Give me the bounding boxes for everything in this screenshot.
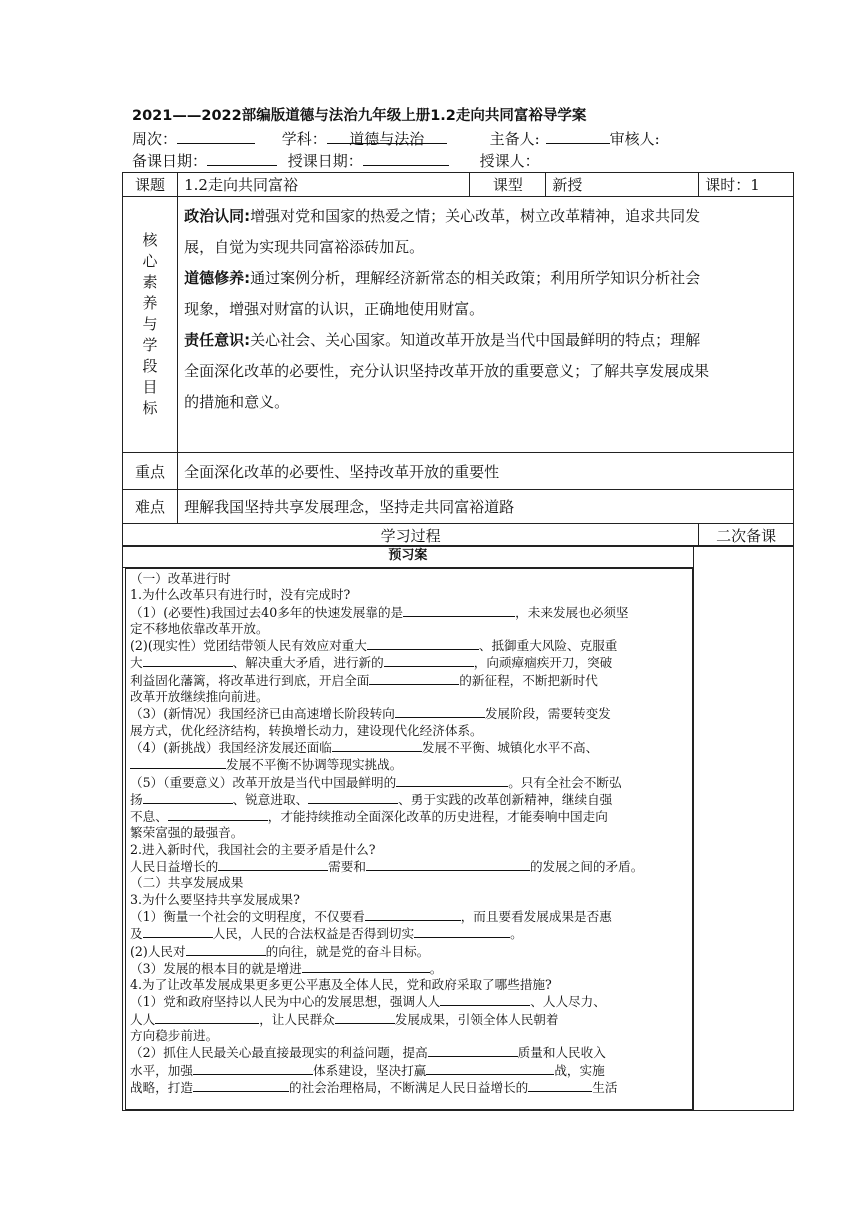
preview-text: 2.进入新时代，我国社会的主要矛盾是什么? — [130, 841, 376, 857]
answer-blank[interactable] — [193, 1062, 313, 1075]
teacher-label: 授课人： — [479, 152, 540, 170]
preview-body — [125, 568, 693, 1110]
answer-blank[interactable] — [193, 1079, 289, 1092]
goals-row — [123, 197, 794, 453]
preview-text: 4.为了让改革发展成果更多更公平惠及全体人民，党和政府采取了哪些措施? — [130, 977, 552, 993]
answer-blank[interactable] — [426, 1062, 554, 1075]
preview-text: （1）(必要性)我国过去40多年的快速发展靠的是 — [130, 604, 404, 620]
preview-text: 生活 — [592, 1079, 618, 1095]
preview-text: 、勇于实践的改革创新精神，继续自强 — [398, 791, 613, 807]
preview-line — [130, 925, 686, 942]
goal-moral: 道德修养:通过案例分析，理解经济新常态的相关政策；利用所学知识分析社会 — [184, 269, 701, 287]
preview-text: 展方式，优化经济结构，转换增长动力，建设现代化经济体系。 — [130, 722, 483, 738]
answer-blank[interactable] — [395, 705, 485, 718]
preview-text: 质量和人民收入 — [517, 1045, 606, 1061]
preview-line — [130, 774, 686, 791]
preview-text: ，而且要看发展成果是否惠 — [460, 908, 612, 924]
key-point-label: 重点 — [123, 453, 178, 490]
preview-text: 发展成果，引领全体人民朝着 — [394, 1011, 559, 1027]
answer-blank[interactable] — [308, 791, 398, 804]
meta-row-1 — [132, 128, 660, 149]
preview-text: 。 — [510, 926, 523, 942]
preview-text: 的向往，就是党的奋斗目标。 — [265, 943, 430, 959]
week-blank — [177, 128, 255, 144]
preview-text: （5）（重要意义）改革开放是当代中国最鲜明的 — [130, 774, 397, 790]
preview-line — [130, 1028, 686, 1044]
week-label: 周次： — [132, 130, 178, 148]
preview-line — [130, 756, 686, 773]
preview-line — [130, 689, 686, 705]
preview-line — [130, 908, 686, 925]
answer-blank[interactable] — [155, 1011, 259, 1024]
preview-line — [130, 723, 686, 739]
preview-text: （二）共享发展成果 — [130, 875, 244, 891]
process-label: 学习过程 — [123, 524, 699, 547]
answer-blank[interactable] — [414, 925, 510, 938]
preview-line — [130, 672, 686, 689]
answer-blank[interactable] — [143, 925, 213, 938]
preview-text: （4）(新挑战）我国经济发展还面临 — [130, 739, 332, 755]
preview-text: 的社会治理格局，不断满足人民日益增长的 — [288, 1079, 529, 1095]
preview-text: 3.为什么要坚持共享发展成果? — [130, 891, 300, 907]
reviewer-label: 审核人: — [609, 130, 660, 148]
process-header-row — [123, 524, 794, 547]
preview-line — [130, 977, 686, 993]
preview-text: （3）(新情况）我国经济已由高速增长阶段转向 — [130, 706, 395, 722]
preview-text: 方向稳步前进。 — [130, 1028, 219, 1044]
preview-line — [130, 960, 686, 977]
prep-date-blank — [207, 150, 277, 166]
answer-blank[interactable] — [332, 739, 422, 752]
preview-text: 水平，加强 — [130, 1062, 193, 1078]
preview-line — [130, 892, 686, 908]
goals-content — [178, 197, 794, 453]
preview-line — [130, 842, 686, 858]
preview-text: （1）党和政府坚持以人民为中心的发展思想，强调人人 — [130, 994, 441, 1010]
topic-row — [123, 173, 794, 197]
preview-text: 、解决重大矛盾，进行新的 — [232, 655, 384, 671]
preview-text: 需要和 — [328, 859, 366, 875]
preview-text: 1.为什么改革只有进行时，没有完成时? — [130, 587, 351, 603]
answer-blank[interactable] — [186, 943, 266, 956]
topic-label: 课题 — [123, 173, 178, 197]
answer-blank[interactable] — [335, 1011, 395, 1024]
goal-responsibility-cont: 全面深化改革的必要性，充分认识坚持改革开放的重要意义；了解共享发展成果 — [184, 362, 710, 380]
preview-text: 发展不平衡不协调等现实挑战。 — [226, 757, 403, 773]
subject-value: 道德与法治 — [327, 128, 447, 144]
preview-text: 不息、 — [130, 809, 168, 825]
preview-text: ，让人民群众 — [259, 1011, 335, 1027]
answer-blank[interactable] — [366, 858, 530, 871]
answer-blank[interactable] — [440, 993, 530, 1006]
preview-line — [130, 705, 686, 722]
preview-text: （3）发展的根本目的就是增进 — [130, 960, 302, 976]
answer-blank[interactable] — [143, 654, 233, 667]
preview-text: 及 — [130, 926, 143, 942]
preview-text: 体系建设，坚决打赢 — [312, 1062, 427, 1078]
preview-line — [130, 621, 686, 637]
preview-text: 定不移地依靠改革开放。 — [130, 620, 269, 636]
type-value: 新授 — [546, 173, 699, 197]
preview-line — [130, 943, 686, 960]
key-point-value: 全面深化改革的必要性、坚持改革开放的重要性 — [178, 453, 794, 490]
preview-text: （1）衡量一个社会的文明程度，不仅要看 — [130, 908, 365, 924]
preview-line — [130, 571, 686, 587]
difficult-point-value: 理解我国坚持共享发展理念，坚持走共同富裕道路 — [178, 490, 794, 524]
prep-date-label: 备课日期： — [132, 152, 208, 170]
preview-text: （一）改革进行时 — [130, 571, 231, 586]
key-point-row — [123, 453, 794, 490]
lesson-table — [122, 172, 794, 547]
answer-blank[interactable] — [528, 1079, 592, 1092]
preview-text: 发展阶段，需要转变发 — [484, 706, 611, 722]
preview-text: 的新征程，不断把新时代 — [459, 672, 598, 688]
preview-text: 。只有全社会不断弘 — [508, 774, 622, 790]
preview-line — [130, 993, 686, 1010]
answer-blank[interactable] — [396, 774, 508, 787]
preparer-label: 主备人: — [489, 130, 540, 148]
preview-line — [130, 825, 686, 841]
preview-label: 预习案 — [123, 546, 693, 568]
preview-text: ，才能持续推动全面深化改革的历史进程，才能奏响中国走向 — [267, 809, 608, 825]
preview-line — [130, 1044, 686, 1061]
preview-line — [130, 791, 686, 808]
preview-text: 、锐意进取、 — [232, 791, 309, 807]
preview-text: 、抵御重大风险、克服重 — [478, 638, 618, 654]
preview-text: 改革开放继续推向前进。 — [130, 689, 269, 705]
preview-table — [122, 545, 794, 1111]
goals-label: 核心素养与学段目标 — [123, 197, 178, 453]
topic-value: 1.2走向共同富裕 — [178, 173, 470, 197]
preview-line — [130, 637, 686, 654]
second-prep-column — [693, 546, 793, 1111]
goal-moral-cont: 现象，增强对财富的认识，正确地使用财富。 — [184, 300, 485, 318]
preview-text: 战略，打造 — [130, 1079, 193, 1095]
preview-line — [130, 739, 686, 756]
answer-blank[interactable] — [218, 858, 328, 871]
preview-text: 战，实施 — [554, 1062, 605, 1078]
preview-text: （2）抓住人民最关心最直接最现实的利益问题，提高 — [130, 1045, 428, 1061]
preview-text: ，未来发展也必须坚 — [515, 604, 629, 620]
preparer-blank — [546, 128, 610, 144]
preview-text: 利益固化藩篱，将改革进行到底，开启全面 — [130, 672, 370, 688]
answer-blank[interactable] — [428, 1044, 518, 1057]
answer-blank[interactable] — [403, 604, 515, 617]
preview-line — [130, 1079, 686, 1096]
type-label: 课型 — [470, 173, 546, 197]
preview-text: 人民日益增长的 — [130, 859, 219, 875]
preview-line — [130, 604, 686, 621]
answer-blank[interactable] — [369, 672, 459, 685]
preview-text: 人人 — [130, 1011, 156, 1027]
hours: 课时：1 — [699, 173, 794, 197]
goal-political: 政治认同:增强对党和国家的热爱之情；关心改革，树立改革精神，追求共同发 — [184, 207, 701, 225]
answer-blank[interactable] — [384, 654, 474, 667]
meta-row-2 — [132, 150, 540, 171]
preview-line — [130, 808, 686, 825]
preview-text: 人民，人民的合法权益是否得到切实 — [212, 926, 415, 942]
preview-column — [123, 546, 694, 1111]
preview-text: 大 — [130, 655, 143, 671]
difficult-point-row — [123, 490, 794, 524]
preview-line — [130, 587, 686, 603]
difficult-point-label: 难点 — [123, 490, 178, 524]
subject-label: 学科： — [281, 130, 327, 148]
preview-text: (2)人民对 — [130, 943, 186, 959]
preview-text: (2)(现实性）党团结带领人民有效应对重大 — [130, 638, 367, 654]
answer-blank[interactable] — [367, 637, 479, 650]
goal-responsibility: 责任意识:关心社会、关心国家。知道改革开放是当代中国最鲜明的特点；理解 — [184, 331, 701, 349]
document-title: 2021——2022部编版道德与法治九年级上册1.2走向共同富裕导学案 — [132, 108, 587, 124]
preview-line — [130, 858, 686, 875]
second-prep-label: 二次备课 — [699, 524, 794, 547]
teach-date-blank — [363, 150, 449, 166]
preview-line — [130, 875, 686, 891]
preview-text: 繁荣富强的最强音。 — [130, 825, 244, 841]
preview-text: ，向顽瘴痼疾开刀，突破 — [473, 655, 613, 671]
answer-blank[interactable] — [302, 960, 430, 973]
preview-text: 扬 — [130, 791, 143, 807]
answer-blank[interactable] — [365, 908, 461, 921]
preview-text: 发展不平衡、城镇化水平不高、 — [421, 739, 599, 755]
goal-responsibility-cont2: 的措施和意义。 — [184, 393, 290, 411]
preview-text: 、人人尽力、 — [530, 994, 606, 1010]
goal-political-cont: 展，自觉为实现共同富裕添砖加瓦。 — [184, 238, 425, 256]
answer-blank[interactable] — [143, 791, 233, 804]
preview-line — [130, 1062, 686, 1079]
preview-line — [130, 654, 686, 671]
preview-line — [130, 1011, 686, 1028]
preview-frame — [123, 546, 794, 1111]
answer-blank[interactable] — [168, 808, 268, 821]
preview-text: 的发展之间的矛盾。 — [529, 859, 644, 875]
answer-blank[interactable] — [130, 756, 226, 769]
teach-date-label: 授课日期： — [287, 152, 363, 170]
preview-text: 。 — [429, 960, 443, 976]
